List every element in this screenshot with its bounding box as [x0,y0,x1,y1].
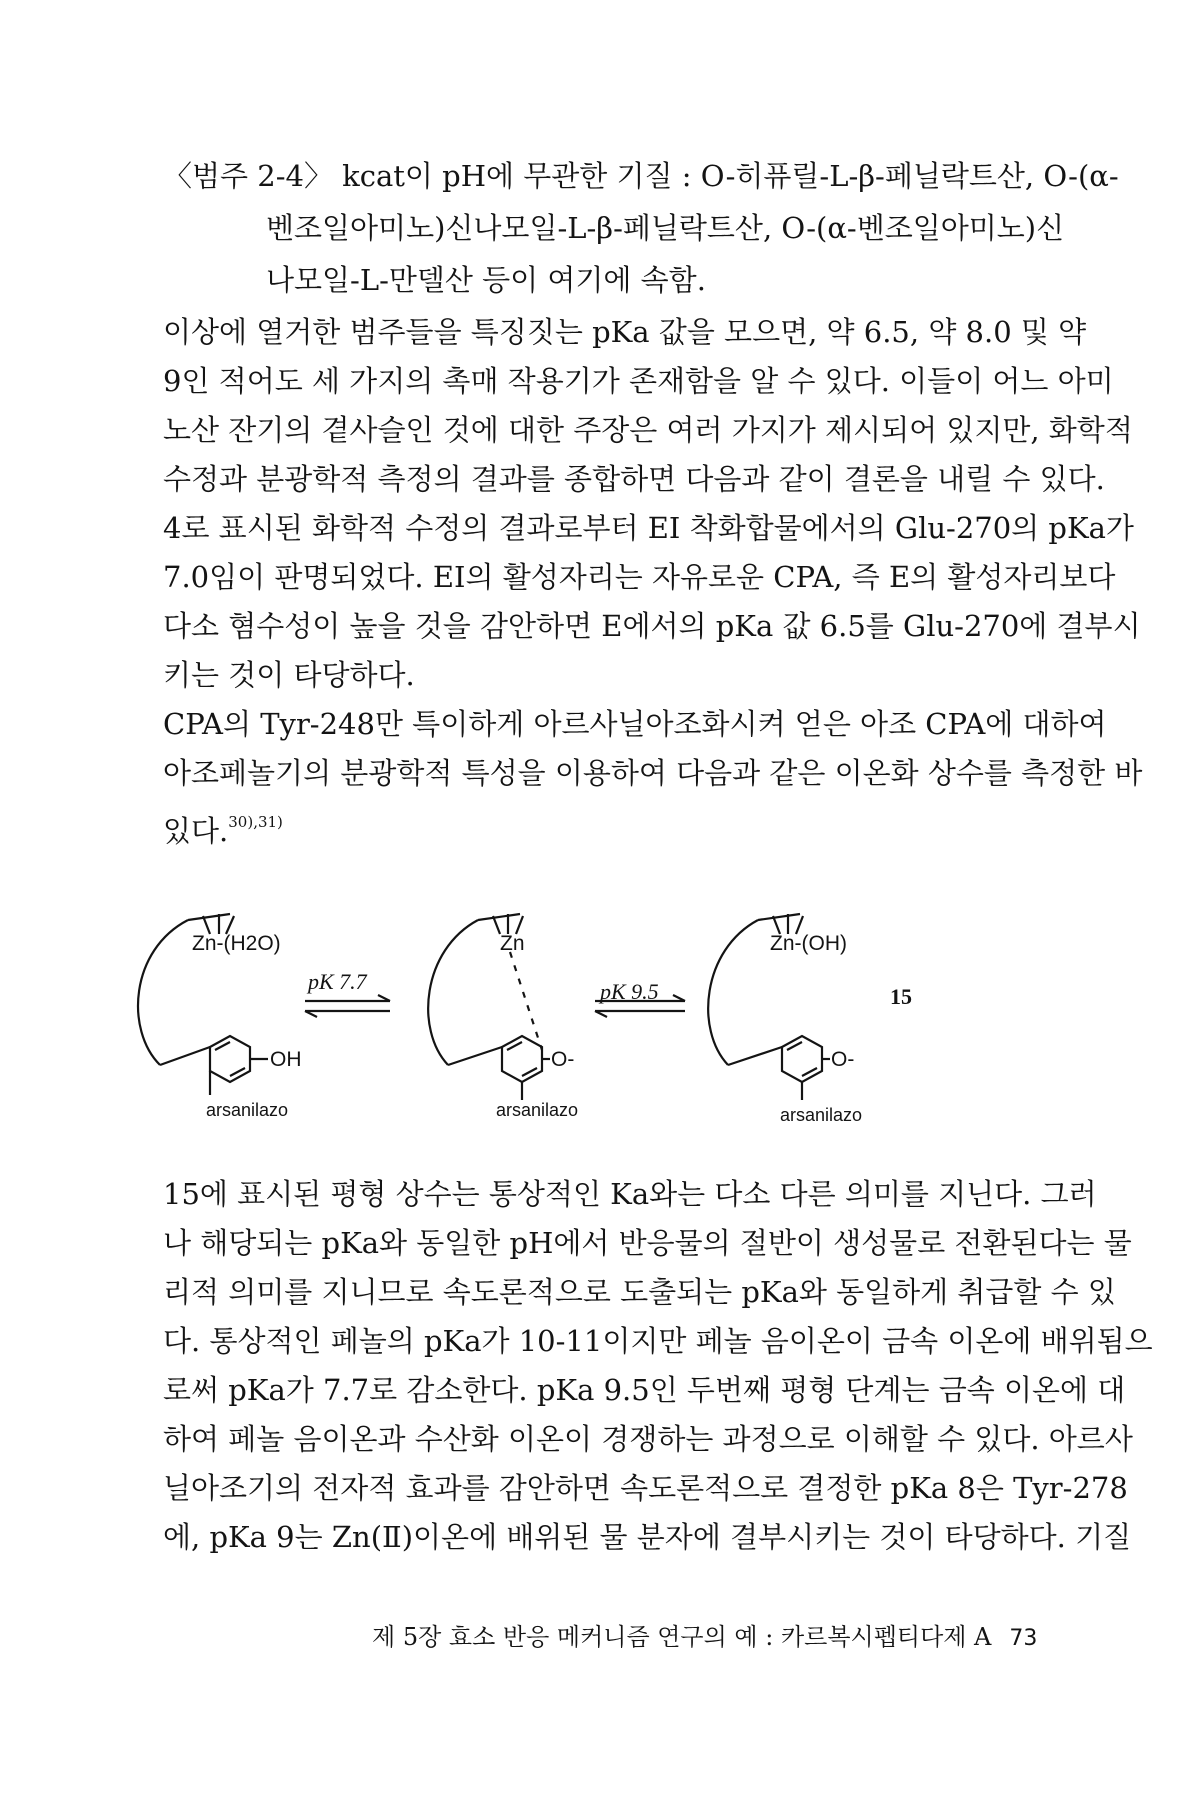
citation-superscript: 30),31) [228,813,283,831]
text-line: 15에 표시된 평형 상수는 통상적인 Ka와는 다소 다른 의미를 지닌다. 그러 [163,1177,1097,1211]
species-3-substituent-label: arsanilazo [780,1105,863,1125]
paragraph-glu-270 [163,504,1141,700]
species-1-metal-label: Zn-(H2O) [192,932,281,955]
text-line: 에, pKa 9는 Zn(Ⅱ)이온에 배위된 물 분자에 결부시키는 것이 타당하다. 기질 [163,1520,1132,1554]
text-line: 7.0임이 판명되었다. EI의 활성자리는 자유로운 CPA, 즉 E의 활성자리보다 [163,560,1116,594]
page-footer [372,1617,1037,1652]
text-line: 노산 잔기의 곁사슬인 것에 대한 주장은 여러 가지가 제시되어 있지만, 화학적 [163,413,1133,447]
page-number: 73 [1009,1626,1038,1651]
text-line: 키는 것이 타당하다. [163,658,415,692]
text-line: 아조페놀기의 분광학적 특성을 이용하여 다음과 같은 이온화 상수를 측정한 바 [163,756,1143,790]
species-1-substituent-label: arsanilazo [206,1100,289,1120]
equilibrium-scheme [130,900,1080,1145]
scheme-drawing [130,900,1080,1145]
text-line: 이상에 열거한 범주들을 특징짓는 pKa 값을 모으면, 약 6.5, 약 8.0 및 약 [163,315,1087,349]
equilibrium-1-label: pK 7.7 [308,969,367,994]
text-line: 다. 통상적인 페놀의 pKa가 10-11이지만 페놀 음이온이 금속 이온에 배위됨으 [163,1324,1153,1358]
species-3-metal-label: Zn-(OH) [770,932,847,955]
category-line: 〈범주 2-4〉 kcat이 pH에 무관한 기질 : O-히퓨릴-L-β-페닐락트산, O-(α- [163,159,1119,193]
species-2-substituent-label: arsanilazo [496,1100,579,1120]
scheme-number: 15 [890,984,912,1009]
paragraph-pka-summary [163,308,1133,504]
category-2-4-note [163,150,1119,306]
paragraph-azo-cpa [163,700,1143,856]
category-line: 나모일-L-만델산 등이 여기에 속함. [266,263,706,297]
category-line: 벤조일아미노)신나모일-L-β-페닐락트산, O-(α-벤조일아미노)신 [266,211,1065,245]
text-line: 나 해당되는 pKa와 동일한 pH에서 반응물의 절반이 생성물로 전환된다는 물 [163,1226,1132,1260]
species-2-structure [428,914,550,1100]
chapter-running-title: 제 5장 효소 반응 메커니즘 연구의 예 : 카르복시펩티다제 A [372,1623,992,1651]
text-line: 로써 pKa가 7.7로 감소한다. pKa 9.5인 두번째 평형 단계는 금속 이온에 대 [163,1373,1126,1407]
text-line: 수정과 분광학적 측정의 결과를 종합하면 다음과 같이 결론을 내릴 수 있다. [163,462,1105,496]
text-line: 4로 표시된 화학적 수정의 결과로부터 EI 착화합물에서의 Glu-270의 pKa가 [163,511,1134,545]
text-line-content: 있다. [163,814,229,848]
equilibrium-arrows-1 [305,995,390,1017]
text-line [163,798,1056,856]
paragraph-equilibrium-discussion [163,1170,1153,1562]
text-line: CPA의 Tyr-248만 특이하게 아르사닐아조화시켜 얻은 아조 CPA에 대하여 [163,707,1107,741]
species-2-phenol-label: O- [551,1048,575,1071]
text-line: 9인 적어도 세 가지의 촉매 작용기가 존재함을 알 수 있다. 이들이 어느 아미 [163,364,1114,398]
equilibrium-2-label: pK 9.5 [600,979,659,1004]
text-line: 하여 페놀 음이온과 수산화 이온이 경쟁하는 과정으로 이해할 수 있다. 아르사 [163,1422,1133,1456]
text-line: 리적 의미를 지니므로 속도론적으로 도출되는 pKa와 동일하게 취급할 수 있 [163,1275,1116,1309]
text-line: 다소 혐수성이 높을 것을 감안하면 E에서의 pKa 값 6.5를 Glu-270에 결부시 [163,609,1141,643]
species-2-metal-label: Zn [500,932,525,955]
species-3-phenol-label: O- [831,1048,855,1071]
text-line: 닐아조기의 전자적 효과를 감안하면 속도론적으로 결정한 pKa 8은 Tyr-278 [163,1471,1128,1505]
species-1-phenol-label: OH [270,1048,302,1071]
